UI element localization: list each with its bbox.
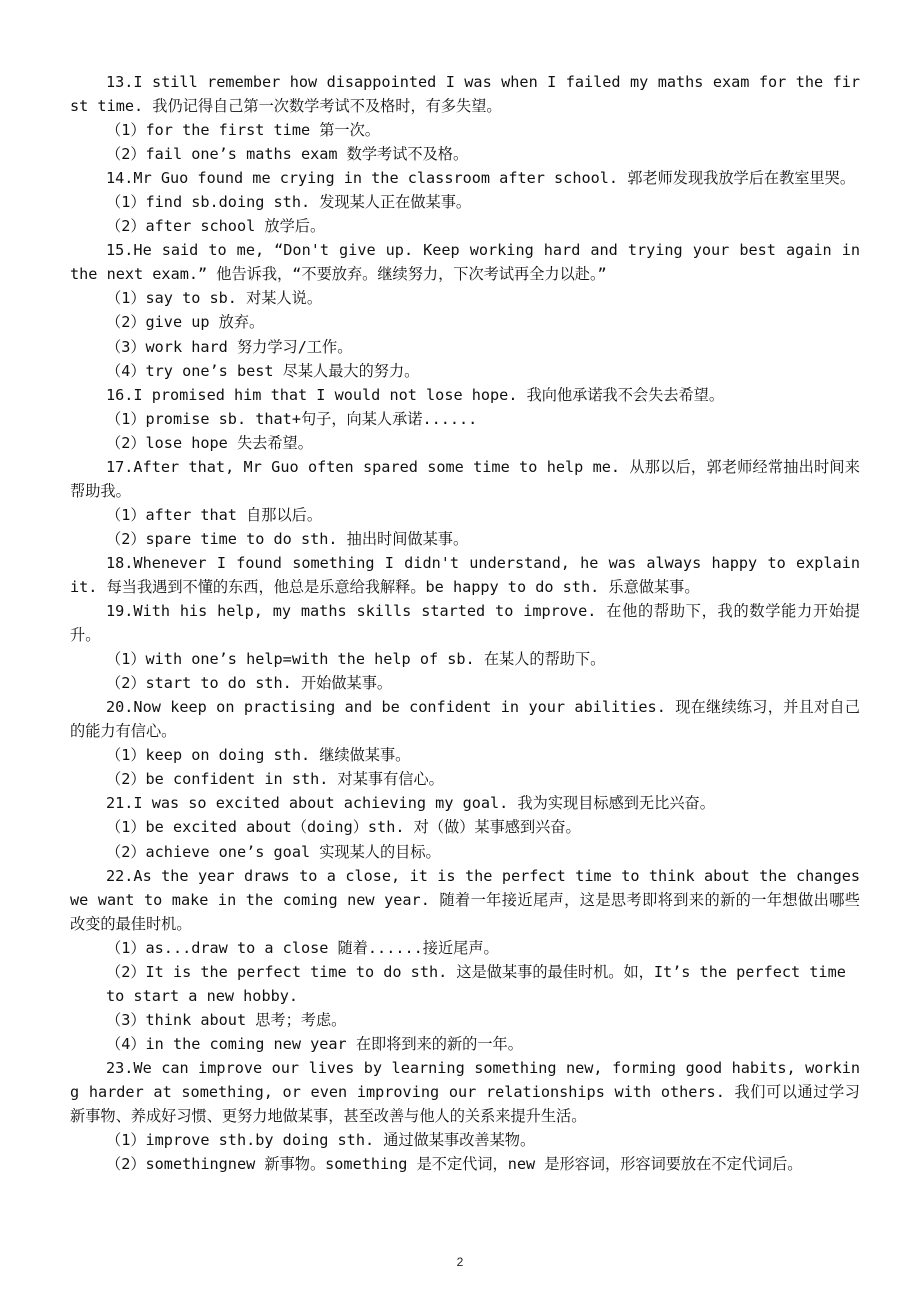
phrase-note: （2）after school 放学后。 xyxy=(106,217,326,236)
phrase-note: （1）be excited about（doing）sth. 对（做）某事感到兴奋。 xyxy=(106,818,581,837)
phrase-note: （1）keep on doing sth. 继续做某事。 xyxy=(106,746,411,765)
phrase-note: （2）It is the perfect time to do sth. 这是做某事的最佳时机。如，It’s the perfect time to start a new hobby. xyxy=(106,962,846,1005)
page-number: 2 xyxy=(456,1255,464,1269)
phrase-note: （1）as...draw to a close 随着......接近尾声。 xyxy=(106,938,499,957)
phrase-note: （2）be confident in sth. 对某事有信心。 xyxy=(106,770,444,789)
sentence-paragraph: 20.Now keep on practising and be confident in your abilities. 现在继续练习，并且对自己的能力有信心。 xyxy=(70,698,860,741)
phrase-note: （2）somethingnew 新事物。something 是不定代词，new 是形容词，形容词要放在不定代词后。 xyxy=(106,1155,803,1174)
phrase-note: （3）work hard 努力学习/工作。 xyxy=(106,337,353,356)
sentence-paragraph: 19.With his help, my maths skills started to improve. 在他的帮助下，我的数学能力开始提升。 xyxy=(70,602,860,645)
phrase-note: （2）give up 放弃。 xyxy=(106,313,265,332)
sentence-paragraph: 13.I still remember how disappointed I was when I failed my maths exam for the first time. 我仍记得自己第一次数学考试不及格时，有多失望。 xyxy=(70,73,860,116)
sentence-paragraph: 22.As the year draws to a close, it is the perfect time to think about the changes we want to make in the coming new year. 随着一年接近尾声，这是思考即将到来的新的一年想做出哪些改变的最佳时机。 xyxy=(70,866,860,933)
sentence-paragraph: 21.I was so excited about achieving my goal. 我为实现目标感到无比兴奋。 xyxy=(106,794,715,813)
sentence-paragraph: 16.I promised him that I would not lose hope. 我向他承诺我不会失去希望。 xyxy=(106,385,725,404)
phrase-note: （2）fail one’s maths exam 数学考试不及格。 xyxy=(106,145,469,164)
phrase-note: （1）with one’s help=with the help of sb. 在某人的帮助下。 xyxy=(106,650,606,669)
phrase-note: （4）try one’s best 尽某人最大的努力。 xyxy=(106,361,420,380)
phrase-note: （4）in the coming new year 在即将到来的新的一年。 xyxy=(106,1034,523,1053)
sentence-paragraph: 14.Mr Guo found me crying in the classroom after school. 郭老师发现我放学后在教室里哭。 xyxy=(106,169,856,188)
phrase-note: （3）think about 思考；考虑。 xyxy=(106,1010,347,1029)
sentence-paragraph: 18.Whenever I found something I didn't understand, he was always happy to explain it. 每当我遇到不懂的东西，他总是乐意给我解释。be happy to do sth. 乐意做某事。 xyxy=(70,553,860,596)
phrase-note: （2）achieve one’s goal 实现某人的目标。 xyxy=(106,842,441,861)
phrase-note: （1）find sb.doing sth. 发现某人正在做某事。 xyxy=(106,193,472,212)
phrase-note: （1）say to sb. 对某人说。 xyxy=(106,289,323,308)
phrase-note: （2）spare time to do sth. 抽出时间做某事。 xyxy=(106,529,469,548)
phrase-note: （1）for the first time 第一次。 xyxy=(106,121,380,140)
sentence-paragraph: 23.We can improve our lives by learning something new, forming good habits, working harder at something, or even improving our relationships with others. 我们可以通过学习新事物、养成好习惯、更努力地做某事，甚至改善与他人的关系来提升生活。 xyxy=(70,1058,860,1126)
sentence-paragraph: 17.After that, Mr Guo often spared some time to help me. 从那以后，郭老师经常抽出时间来帮助我。 xyxy=(70,457,860,500)
phrase-note: （1）promise sb. that+句子，向某人承诺...... xyxy=(106,409,478,428)
phrase-note: （2）lose hope 失去希望。 xyxy=(106,433,313,452)
study-notes-content xyxy=(70,70,860,1176)
sentence-paragraph: 15.He said to me, “Don't give up. Keep working hard and trying your best again in the next exam.” 他告诉我，“不要放弃。继续努力，下次考试再全力以赴。” xyxy=(70,241,860,284)
phrase-note: （1）improve sth.by doing sth. 通过做某事改善某物。 xyxy=(106,1131,536,1150)
phrase-note: （2）start to do sth. 开始做某事。 xyxy=(106,674,393,693)
phrase-note: （1）after that 自那以后。 xyxy=(106,505,323,524)
